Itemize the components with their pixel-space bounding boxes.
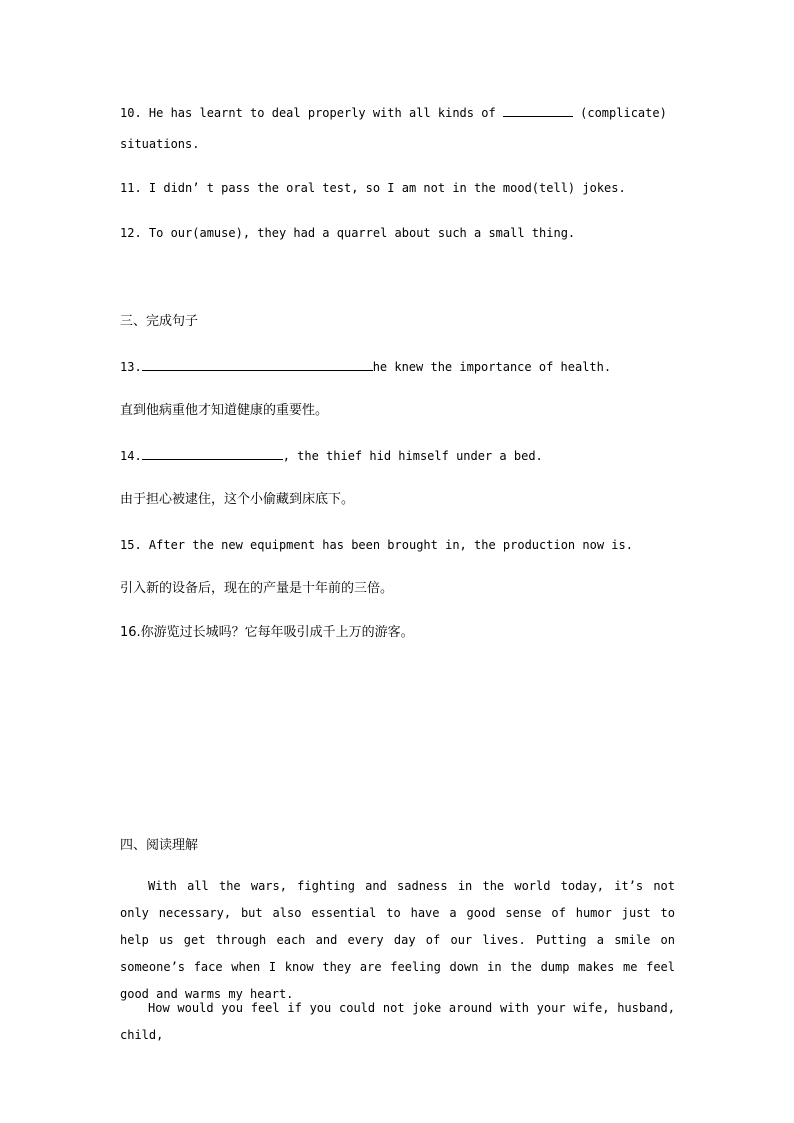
question-10-continuation: situations.: [120, 137, 200, 151]
question-15-chinese: 引入新的设备后，现在的产量是十年前的三倍。: [120, 581, 394, 596]
question-11: 11. I didn’ t pass the oral test, so I am not in the mood(tell) jokes.: [120, 181, 626, 195]
section-4-title: 四、阅读理解: [120, 838, 199, 853]
question-13-chinese: 直到他病重他才知道健康的重要性。: [120, 403, 329, 418]
q10-text-before: 10. He has learnt to deal properly with all kinds of: [120, 106, 503, 120]
q14-text-after: , the thief hid himself under a bed.: [282, 449, 543, 463]
question-13: [120, 359, 611, 375]
question-16: 16.你游览过长城吗？它每年吸引成千上万的游客。: [120, 625, 414, 640]
q14-number: 14.: [120, 449, 142, 463]
reading-paragraph-1-text: With all the wars, fighting and sadness in the world today, it’s not only necessary, but also essential to have a good sense of humor just to help us get through each and every day of our lives. Putting a smile on someone’s face when I know they are feeling down in the dump makes me feel good and warms my heart.: [120, 879, 675, 1001]
q10-answer-blank[interactable]: [503, 105, 573, 117]
question-10: [120, 105, 667, 121]
question-14-chinese: 由于担心被逮住，这个小偷藏到床底下。: [120, 492, 355, 507]
section-3-title: 三、完成句子: [120, 314, 199, 329]
reading-paragraph-1: [120, 873, 675, 1008]
reading-paragraph-2: [120, 995, 675, 1049]
question-14: [120, 448, 543, 464]
reading-paragraph-2-text: How would you feel if you could not joke around with your wife, husband, child,: [120, 1001, 675, 1042]
q13-answer-blank[interactable]: [142, 359, 373, 371]
q13-text-after: he knew the importance of health.: [372, 360, 612, 374]
q10-text-after: (complicate): [572, 106, 667, 120]
question-15: 15. After the new equipment has been brought in, the production now is.: [120, 538, 633, 552]
q13-number: 13.: [120, 360, 142, 374]
question-12: 12. To our(amuse), they had a quarrel about such a small thing.: [120, 226, 576, 240]
q14-answer-blank[interactable]: [142, 448, 283, 460]
